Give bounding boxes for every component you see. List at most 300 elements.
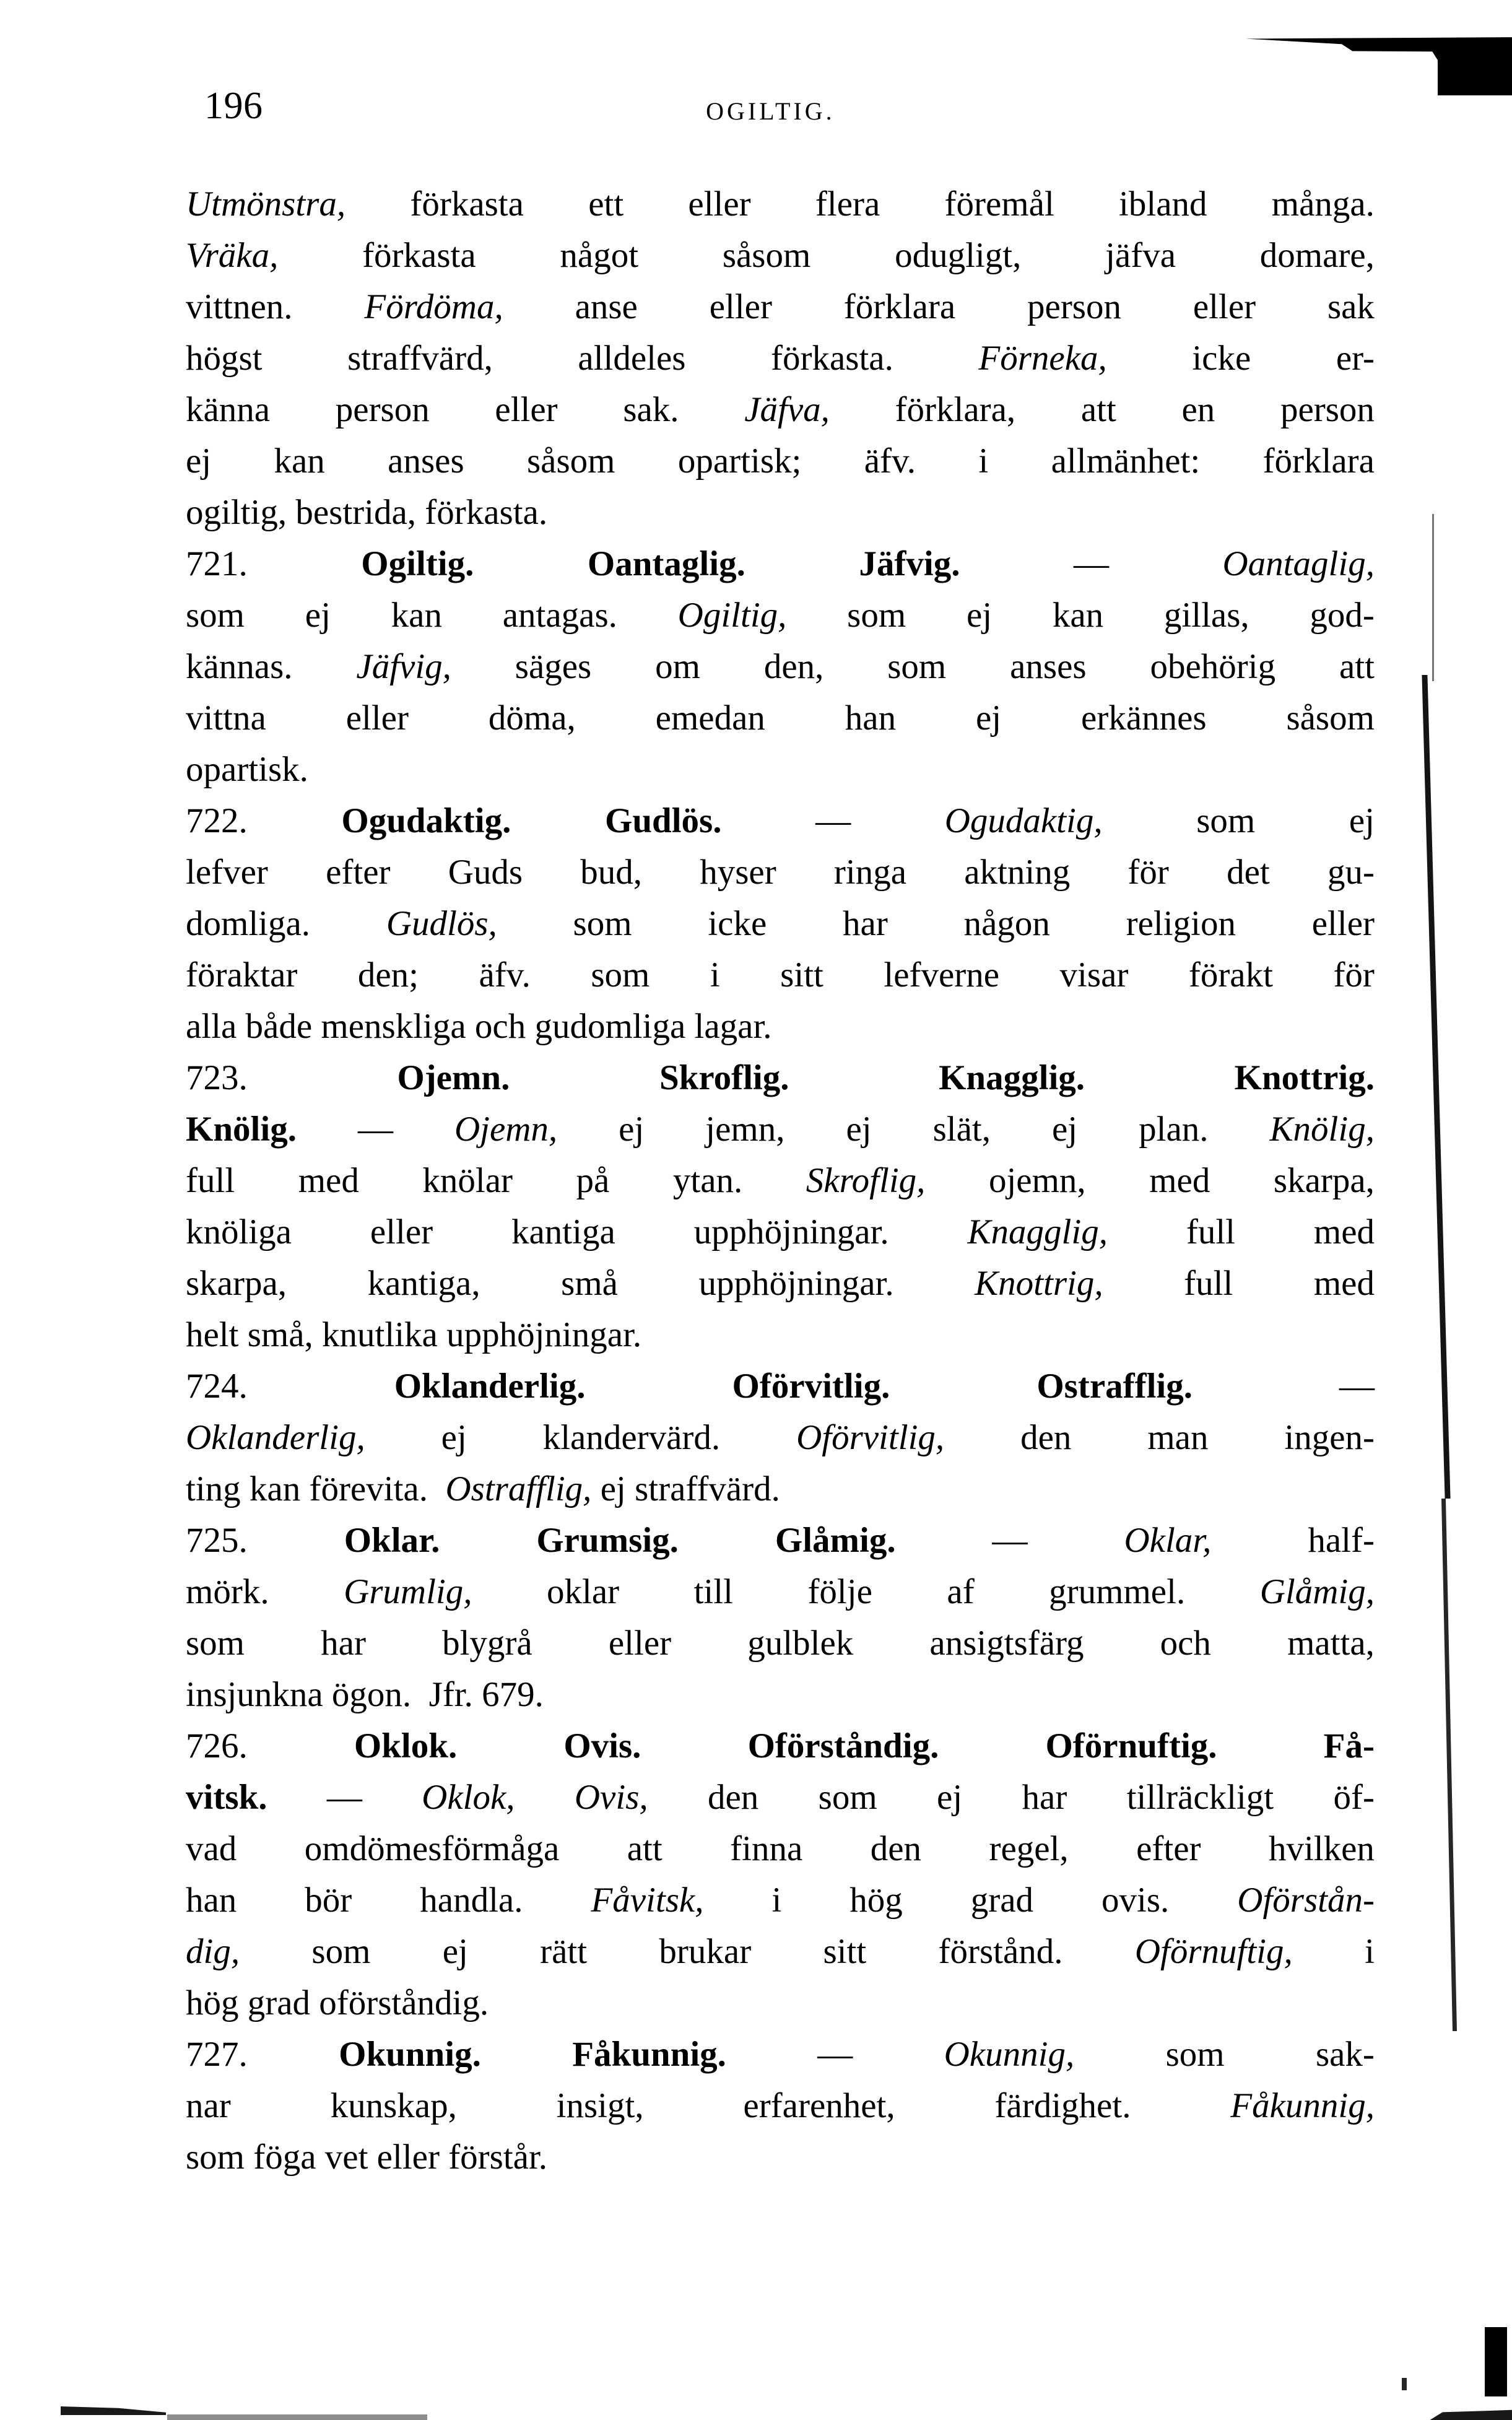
word: efter [1136, 1829, 1201, 1868]
text-line [186, 435, 1375, 487]
lemma-italic: Fördöma, [364, 287, 503, 326]
word: han [186, 1881, 237, 1920]
word: insjunkna ögon. Jfr. 679. [186, 1675, 544, 1714]
word: skarpa, [186, 1264, 287, 1303]
text-line [186, 1720, 1375, 1772]
word: — [1339, 1367, 1375, 1406]
word: — [815, 801, 851, 840]
headword: Knagglig. [939, 1058, 1085, 1097]
word: ej [846, 1110, 872, 1149]
word: som [186, 1624, 245, 1663]
word: erkännes [1081, 699, 1207, 738]
word: som [887, 647, 947, 686]
word: med [1313, 1264, 1375, 1303]
word: något [560, 236, 639, 275]
headword: Skroflig. [659, 1058, 789, 1097]
lemma-italic: Oförnuftig, [1134, 1932, 1293, 1971]
text-line [186, 1874, 1375, 1926]
word: hög grad oförståndig. [186, 1983, 489, 2022]
text-line [186, 1001, 1375, 1052]
lemma-italic: Förneka, [978, 339, 1107, 378]
word: anses [1010, 647, 1087, 686]
word: knöliga [186, 1212, 292, 1251]
lemma-italic: Grumlig, [344, 1572, 472, 1611]
lemma-italic: Ojemn, [454, 1110, 558, 1149]
word: förstånd. [938, 1932, 1063, 1971]
word: färdighet. [994, 2086, 1131, 2125]
headword: Glåmig. [775, 1521, 896, 1560]
word: emedan [655, 699, 765, 738]
headword: Knölig. [186, 1110, 297, 1149]
lemma-italic: Oförvitlig, [796, 1418, 945, 1457]
text-line [186, 1052, 1375, 1103]
word: små [561, 1264, 618, 1303]
word: lefverne [884, 955, 1000, 995]
word: att [1080, 390, 1116, 429]
word: 727. [186, 2035, 248, 2074]
lemma-italic: Oklok, [422, 1778, 515, 1817]
word: som [1165, 2035, 1225, 2074]
word: efter [326, 853, 391, 892]
word: allmänhet: [1051, 442, 1201, 481]
word: ogiltig, bestrida, förkasta. [186, 493, 548, 532]
text-line [186, 281, 1375, 333]
word: bud, [580, 853, 643, 892]
word: ej [186, 442, 212, 481]
scan-artifact-right-edge [1422, 675, 1450, 1499]
word: tillräckligt [1126, 1778, 1274, 1817]
word: visar [1059, 955, 1129, 995]
word: regel, [989, 1829, 1069, 1868]
text-line [186, 1977, 1375, 2029]
word: för [1127, 853, 1169, 892]
word: skarpa, [1273, 1161, 1375, 1200]
word: eller [345, 699, 409, 738]
lemma-italic: Oklanderlig, [186, 1418, 365, 1457]
text-line [186, 1515, 1375, 1566]
text-line [186, 384, 1375, 435]
word: den; [357, 955, 419, 995]
word: kännas. [186, 647, 293, 686]
lemma-italic: Ostrafflig, [445, 1469, 592, 1508]
word: — [326, 1778, 362, 1817]
headword: Ogiltig. [361, 544, 474, 583]
word: den [707, 1778, 759, 1817]
word: högst [186, 339, 263, 378]
lemma-italic: Oantaglig, [1222, 544, 1375, 583]
word: domliga. [186, 904, 311, 943]
word: som [311, 1932, 371, 1971]
word: förklara [1262, 442, 1375, 481]
word: half- [1308, 1521, 1375, 1560]
headword: Jäfvig. [859, 544, 960, 583]
word: ej [305, 596, 331, 635]
lemma-italic: Ovis, [574, 1778, 648, 1817]
word: såsom [1286, 699, 1375, 738]
word: öf- [1333, 1778, 1375, 1817]
word: ej straffvärd. [591, 1469, 780, 1508]
word: person [1280, 390, 1375, 429]
word: lefver [186, 853, 268, 892]
text-line [186, 1823, 1375, 1874]
word: äfv. [864, 442, 916, 481]
word: ting kan förevita. [186, 1469, 446, 1508]
word: föraktar [186, 955, 298, 995]
word: att [1339, 647, 1375, 686]
word: handla. [420, 1881, 523, 1920]
word: gulblek [747, 1624, 854, 1663]
headword: Gudlös. [604, 801, 722, 840]
headword: Oantaglig. [587, 544, 745, 583]
word: full [1184, 1264, 1233, 1303]
word: som [591, 955, 650, 995]
scan-artifact-right-bar [1485, 2327, 1507, 2396]
word: i [1365, 1932, 1375, 1971]
word: er- [1336, 339, 1375, 378]
word: 721. [186, 544, 248, 583]
text-line [186, 590, 1375, 641]
page-header [204, 87, 1326, 142]
word: hög [849, 1881, 903, 1920]
word: finna [730, 1829, 803, 1868]
word: full [186, 1161, 235, 1200]
word: antagas. [502, 596, 617, 635]
word: icke [1192, 339, 1251, 378]
word: straffvärd, [347, 339, 493, 378]
word: med [1313, 1212, 1375, 1251]
word: ej [619, 1110, 645, 1149]
lemma-italic: Fåkunnig, [1230, 2086, 1375, 2125]
word: — [1073, 544, 1109, 583]
text-line [186, 2131, 1375, 2183]
page-body-text [186, 178, 1375, 2183]
word: domare, [1259, 236, 1375, 275]
word: bör [305, 1881, 352, 1920]
word: förklara, [895, 390, 1016, 429]
text-line [186, 487, 1375, 538]
word: som [818, 1778, 877, 1817]
word: har [843, 904, 888, 943]
headword: vitsk. [186, 1778, 267, 1817]
word: på [576, 1161, 610, 1200]
word: eller [1311, 904, 1375, 943]
text-line [186, 1206, 1375, 1258]
word: alldeles [578, 339, 686, 378]
word: — [817, 2035, 853, 2074]
text-line [186, 1103, 1375, 1155]
headword: Ostrafflig. [1036, 1367, 1193, 1406]
word: ej [937, 1778, 963, 1817]
word: hvilken [1268, 1829, 1375, 1868]
word: om [655, 647, 700, 686]
word: insigt, [556, 2086, 644, 2125]
text-line [186, 1617, 1375, 1669]
lemma-italic: Utmönstra, [186, 185, 346, 224]
lemma-italic: Knottrig, [975, 1264, 1103, 1303]
word: eller [1193, 287, 1256, 326]
word: erfarenhet, [743, 2086, 895, 2125]
text-line [186, 1926, 1375, 1977]
lemma-italic: Fåvitsk, [591, 1881, 704, 1920]
word: ej [441, 1418, 467, 1457]
word: har [321, 1624, 366, 1663]
text-line [186, 2029, 1375, 2080]
word: plan. [1139, 1110, 1209, 1149]
word: med [298, 1161, 359, 1200]
word: följe [807, 1572, 872, 1611]
word: Guds [448, 853, 523, 892]
word: flera [815, 185, 880, 224]
lemma-italic: Jäfvig, [356, 647, 451, 686]
text-line [186, 847, 1375, 898]
word: omdömesförmåga [304, 1829, 560, 1868]
text-line [186, 744, 1375, 795]
word: den [870, 1829, 922, 1868]
lemma-italic: Oklar, [1124, 1521, 1212, 1560]
text-line [186, 1258, 1375, 1309]
word: 722. [186, 801, 248, 840]
word: sak. [623, 390, 679, 429]
word: person [335, 390, 430, 429]
headword: Oklanderlig. [394, 1367, 586, 1406]
word: — [992, 1521, 1028, 1560]
text-line [186, 1669, 1375, 1720]
text-line [186, 1309, 1375, 1360]
text-line [186, 230, 1375, 281]
scan-artifact-bottom-left [61, 2406, 166, 2415]
word: många. [1271, 185, 1375, 224]
word: matta, [1287, 1624, 1375, 1663]
word: som föga vet eller förstår. [186, 2138, 548, 2177]
word: odugligt, [895, 236, 1022, 275]
word: i [771, 1881, 782, 1920]
word: med [1149, 1161, 1210, 1200]
lemma-italic: Knagglig, [967, 1212, 1108, 1251]
text-line [186, 1772, 1375, 1823]
text-line [186, 1412, 1375, 1463]
word: ingen- [1284, 1418, 1375, 1457]
text-line [186, 2080, 1375, 2131]
word: föremål [944, 185, 1054, 224]
scan-artifact-bottom-left-smudge [167, 2414, 427, 2420]
lemma-italic: Vräka, [186, 236, 279, 275]
headword: Ojemn. [397, 1058, 510, 1097]
word: upphöjningar. [693, 1212, 889, 1251]
word: opartisk. [186, 750, 308, 789]
word: en [1181, 390, 1215, 429]
headword: Grumsig. [536, 1521, 679, 1560]
word: kan [1052, 596, 1104, 635]
running-head: OGILTIG. [706, 97, 835, 125]
word: ibland [1119, 185, 1207, 224]
word: vad [186, 1829, 237, 1868]
word: alla både menskliga och gudomliga lagar. [186, 1007, 772, 1046]
word: som [186, 596, 245, 635]
word: ej [1349, 801, 1375, 840]
word: jemn, [705, 1110, 785, 1149]
word: rätt [540, 1932, 588, 1971]
text-line [186, 538, 1375, 590]
word: eller [709, 287, 772, 326]
word: ansigtsfärg [929, 1624, 1084, 1663]
text-line [186, 641, 1375, 692]
text-line [186, 1566, 1375, 1617]
word: af [947, 1572, 975, 1611]
word: ej [975, 699, 1002, 738]
word: oklar [546, 1572, 620, 1611]
lemma-italic: dig, [186, 1932, 240, 1971]
headword: Få- [1323, 1726, 1375, 1765]
text-line [186, 1360, 1375, 1412]
word: aktning [964, 853, 1071, 892]
word: icke [708, 904, 767, 943]
word: äfv. [479, 955, 531, 995]
word: nar [186, 2086, 231, 2125]
word: 725. [186, 1521, 248, 1560]
word: det [1227, 853, 1270, 892]
word: som [573, 904, 632, 943]
word: klandervärd. [542, 1418, 721, 1457]
word: den [1020, 1418, 1072, 1457]
word: jäfva [1105, 236, 1176, 275]
text-line [186, 898, 1375, 949]
word: 723. [186, 1058, 248, 1097]
text-line [186, 178, 1375, 230]
word: till [693, 1572, 733, 1611]
word: full [1186, 1212, 1235, 1251]
word: sitt [780, 955, 823, 995]
word: eller [370, 1212, 433, 1251]
word: ej [1052, 1110, 1078, 1149]
word: såsom [722, 236, 811, 275]
headword: Oklar. [344, 1521, 440, 1560]
word: kan [391, 596, 442, 635]
word: slät, [932, 1110, 991, 1149]
word: gillas, [1163, 596, 1249, 635]
word: säges [515, 647, 592, 686]
scan-artifact-dot [1402, 2378, 1407, 2390]
word: eller [688, 185, 751, 224]
lemma-italic: Jäfva, [744, 390, 830, 429]
lemma-italic: Ogiltig, [677, 596, 787, 635]
word: ytan. [672, 1161, 743, 1200]
lemma-italic: Ogudaktig, [944, 801, 1103, 840]
word: eller [495, 390, 558, 429]
word: känna [186, 390, 271, 429]
word: förkasta [410, 185, 524, 224]
word: förklara [843, 287, 956, 326]
word: ojemn, [988, 1161, 1086, 1200]
word: anse [575, 287, 638, 326]
lemma-italic: Oförstån- [1237, 1881, 1375, 1920]
scan-artifact-right-edge-lower [1441, 1499, 1457, 2031]
headword: Oförvitlig. [732, 1367, 890, 1406]
word: ovis. [1101, 1881, 1170, 1920]
word: god- [1310, 596, 1375, 635]
word: kunskap, [330, 2086, 457, 2125]
headword: Oförståndig. [747, 1726, 939, 1765]
word: helt små, knutlika upphöjningar. [186, 1315, 642, 1354]
word: som [847, 596, 906, 635]
word: den, [763, 647, 824, 686]
word: person [1027, 287, 1121, 326]
text-line [186, 1463, 1375, 1515]
headword: Oklok. [354, 1726, 458, 1765]
word: såsom [527, 442, 615, 481]
headword: Fåkunnig. [572, 2035, 726, 2074]
word: ej [442, 1932, 468, 1971]
word: man [1147, 1418, 1209, 1457]
word: knölar [422, 1161, 513, 1200]
word: i [710, 955, 720, 995]
lemma-italic: Knölig, [1269, 1110, 1375, 1149]
word: grad [970, 1881, 1034, 1920]
word: opartisk; [677, 442, 802, 481]
word: sitt [823, 1932, 867, 1971]
word: gu- [1327, 853, 1375, 892]
headword: Oförnuftig. [1045, 1726, 1217, 1765]
word: anses [388, 442, 464, 481]
word: ringa [833, 853, 907, 892]
word: brukar [659, 1932, 752, 1971]
text-line [186, 949, 1375, 1001]
lemma-italic: Gudlös, [386, 904, 497, 943]
word: 726. [186, 1726, 248, 1765]
word: vittna [186, 699, 266, 738]
headword: Okunnig. [339, 2035, 481, 2074]
scan-artifact-right-edge-thin [1432, 514, 1434, 681]
word: sak- [1315, 2035, 1375, 2074]
word: som [1196, 801, 1256, 840]
word: förakt [1188, 955, 1273, 995]
word: kantiga [511, 1212, 615, 1251]
scan-artifact-bottom-right [1407, 2409, 1512, 2420]
word: förkasta [362, 236, 476, 275]
word: sak [1327, 287, 1375, 326]
scan-artifact-top-right-block [1438, 52, 1512, 95]
word: hyser [700, 853, 776, 892]
word: har [1022, 1778, 1067, 1817]
word: att [627, 1829, 663, 1868]
headword: Knottrig. [1234, 1058, 1375, 1097]
word: förkasta. [771, 339, 893, 378]
word: religion [1126, 904, 1236, 943]
lemma-italic: Skroflig, [806, 1161, 926, 1200]
word: och [1160, 1624, 1211, 1663]
word: han [845, 699, 897, 738]
word: vittnen. [186, 287, 293, 326]
word: i [978, 442, 989, 481]
word: döma, [488, 699, 576, 738]
lemma-italic: Glåmig, [1259, 1572, 1375, 1611]
headword: Ogudaktig. [341, 801, 511, 840]
word: eller [608, 1624, 672, 1663]
word: obehörig [1150, 647, 1276, 686]
word: ej [966, 596, 993, 635]
word: grummel. [1049, 1572, 1186, 1611]
text-line [186, 692, 1375, 744]
headword: Ovis. [563, 1726, 641, 1765]
word: 724. [186, 1367, 248, 1406]
page-number: 196 [204, 85, 263, 127]
word: någon [963, 904, 1050, 943]
word: upphöjningar. [698, 1264, 894, 1303]
word: kan [274, 442, 325, 481]
word: kantiga, [367, 1264, 480, 1303]
word: — [357, 1110, 393, 1149]
lemma-italic: Okunnig, [944, 2035, 1075, 2074]
text-line [186, 333, 1375, 384]
